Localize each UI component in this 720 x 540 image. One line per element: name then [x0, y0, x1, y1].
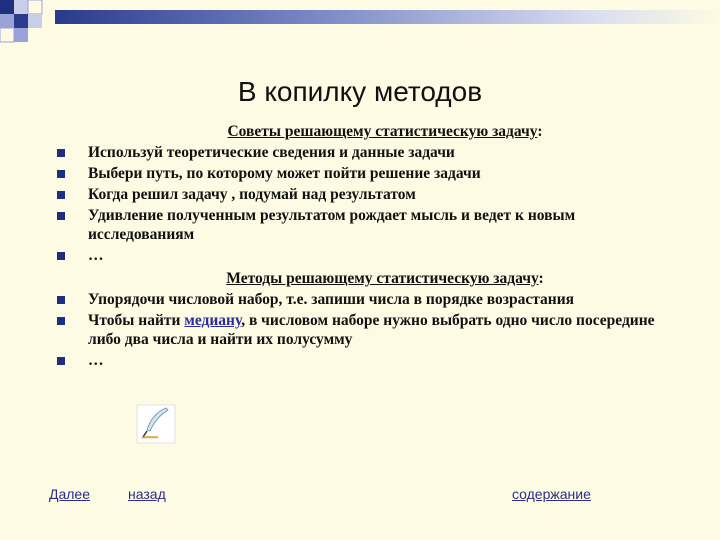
quill-pen-icon [136, 404, 176, 444]
contents-link[interactable]: содержание [512, 486, 591, 502]
list-item [50, 311, 680, 349]
tip-text: Выбери путь, по которому может пойти решение задачи [88, 165, 481, 182]
methods-heading-colon: : [538, 270, 544, 287]
list-item [50, 143, 680, 162]
tips-heading [50, 122, 680, 141]
next-link[interactable]: Далее [49, 486, 91, 502]
method-text-suffix: , в числовом наборе нужно выбрать одно число посередине либо два числа и найти их полусумму [88, 312, 655, 348]
decorative-squares [0, 0, 60, 50]
list-item [50, 246, 680, 265]
slide-content [50, 120, 680, 370]
square-bullet-icon [57, 296, 65, 304]
median-link[interactable]: медиану [184, 312, 242, 329]
method-text: … [88, 352, 104, 369]
header-gradient-bar [55, 10, 720, 24]
tip-text: Когда решил задачу , подумай над результатом [88, 186, 416, 203]
slide-title: В копилку методов [237, 76, 483, 107]
tips-heading-text: Советы решающему статистическую задачу [227, 123, 538, 140]
tip-text: … [88, 247, 104, 264]
square-bullet-icon [57, 252, 65, 260]
back-link[interactable]: назад [128, 486, 166, 502]
list-item [50, 290, 680, 309]
square-bullet-icon [57, 191, 65, 199]
method-text: Упорядочи числовой набор, т.е. запиши числа в порядке возрастания [88, 291, 575, 308]
list-item [50, 206, 680, 244]
tips-heading-colon: : [537, 123, 543, 140]
square-bullet-icon [57, 212, 65, 220]
methods-heading-text: Методы решающему статистическую задачу [226, 270, 539, 287]
tip-text: Удивление полученным результатом рождает мысль и ведет к новым исследованиям [88, 207, 576, 243]
square-bullet-icon [57, 357, 65, 365]
list-item [50, 351, 680, 370]
method-text-prefix: Чтобы найти [88, 312, 185, 329]
list-item [50, 185, 680, 204]
methods-heading [50, 269, 680, 288]
square-bullet-icon [57, 170, 65, 178]
tip-text: Используй теоретические сведения и данные задачи [88, 144, 455, 161]
list-item [50, 164, 680, 183]
square-bullet-icon [57, 149, 65, 157]
square-bullet-icon [57, 317, 65, 325]
